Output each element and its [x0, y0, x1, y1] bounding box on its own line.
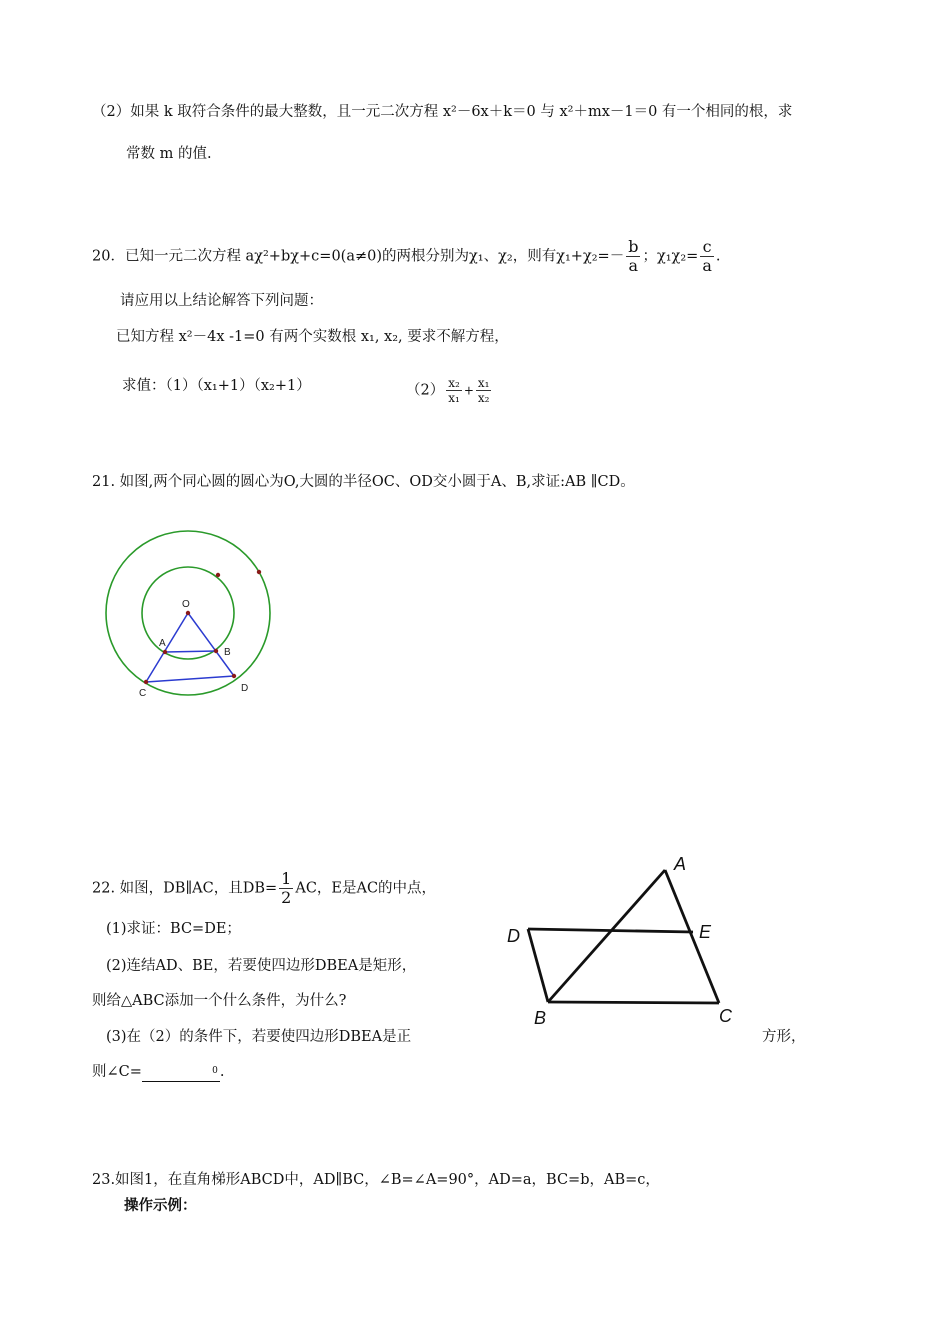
q22-figure	[500, 852, 750, 1027]
q22-line5: (3)在（2）的条件下，若要使四边形DBEA是正	[106, 1029, 412, 1045]
q22-segment-ab	[548, 870, 665, 1002]
q21-label-a: A	[159, 638, 166, 649]
q21-figure	[100, 525, 300, 705]
q21-segment-cd	[146, 676, 234, 682]
q22-line5-end: 方形，	[762, 1029, 806, 1045]
q22-segment-bc	[548, 1002, 719, 1003]
q20-frac2-num: c	[700, 238, 714, 257]
q22-label-d: D	[507, 926, 520, 946]
q23-line2: 操作示例：	[124, 1198, 197, 1214]
q21-point-b	[214, 649, 218, 653]
q21-point-o	[186, 611, 190, 615]
q20-f1-num: x₂	[448, 376, 460, 390]
q20-part2-frac1	[446, 376, 462, 405]
q19b-line2: 常数 m 的值.	[126, 146, 212, 162]
q22-line3: (2)连结AD、BE，若要使四边形DBEA是矩形，	[106, 958, 417, 974]
q21-text: 21. 如图,两个同心圆的圆心为O,大圆的半径OC、OD交小圆于A、B,求证:AB ∥CD。	[92, 474, 635, 490]
q21-segment-oc	[146, 613, 188, 682]
q22-line1	[92, 870, 436, 907]
q21-point-extra2	[257, 570, 261, 574]
q22-label-e: E	[699, 922, 712, 942]
q22-half-fraction	[279, 870, 293, 907]
q21-point-a	[163, 650, 167, 654]
q20-f2-den: x₂	[477, 391, 490, 405]
q20-mid: ；χ₁χ₂=	[642, 248, 699, 265]
q19b-line1: （2）如果 k 取符合条件的最大整数，且一元二次方程 x²－6x＋k＝0 与 x²＋mx－1＝0 有一个相同的根，求	[92, 104, 793, 120]
q22-line4: 则给△ABC添加一个什么条件，为什么?	[92, 993, 347, 1009]
q20-product-fraction	[700, 238, 714, 275]
q23-line1: 23.如图1，在直角梯形ABCD中，AD∥BC，∠B=∠A=90°，AD=a，BC=b，AB=c，	[92, 1172, 660, 1188]
q20-line3: 已知方程 x²－4x -1=0 有两个实数根 x₁, x₂, 要求不解方程，	[116, 329, 509, 345]
q22-segment-db	[528, 929, 548, 1002]
q20-intro-line	[92, 238, 720, 275]
q20-intro: 20．已知一元二次方程 aχ²+bχ+c=0(a≠0)的两根分别为χ₁、χ₂，则有χ₁+χ₂=－	[92, 248, 625, 265]
q22-label-a: A	[674, 854, 687, 874]
q22-line1a: 22. 如图，DB∥AC，且DB=	[92, 880, 278, 897]
q22-label-b: B	[534, 1008, 547, 1027]
q20-part1: 求值：（1）（x₁+1）（x₂+1）	[122, 378, 311, 394]
q21-segment-ab	[165, 651, 216, 652]
q21-point-d	[232, 674, 236, 678]
q21-point-c	[144, 680, 148, 684]
q21-label-c: C	[139, 688, 147, 699]
q21-label-o: O	[182, 599, 190, 610]
q20-frac1-num: b	[628, 237, 639, 256]
q22-label-c: C	[719, 1006, 732, 1026]
q20-f2-num: x₁	[477, 376, 490, 390]
q20-sum-fraction	[626, 238, 640, 275]
q21-label-d: D	[241, 683, 249, 694]
q22-line6	[92, 1062, 225, 1082]
q22-line2: (1)求证：BC=DE；	[106, 921, 241, 937]
q22-line6a: 则∠C=	[92, 1064, 142, 1080]
q22-frac-den: 2	[281, 888, 292, 907]
q20-line2: 请应用以上结论解答下列问题：	[120, 293, 323, 309]
q20-f1-den: x₁	[448, 391, 460, 405]
q20-line4	[122, 376, 311, 396]
q22-line1b: AC，E是AC的中点，	[295, 880, 437, 897]
q22-degree-mark: 0	[212, 1066, 218, 1076]
q22-line6b: .	[219, 1064, 225, 1080]
q20-part2	[406, 376, 493, 405]
q20-frac1-den: a	[628, 256, 639, 275]
q21-point-extra1	[216, 573, 220, 577]
q20-end: .	[715, 248, 721, 265]
q22-answer-blank[interactable]	[142, 1067, 220, 1082]
q20-frac2-den: a	[702, 256, 712, 275]
q21-segment-od	[188, 613, 234, 676]
q20-part2-frac2	[476, 376, 492, 405]
q20-part2-label: （2）	[406, 382, 445, 399]
q21-label-b: B	[224, 647, 231, 658]
q20-plus: +	[463, 383, 474, 398]
q22-frac-num: 1	[281, 869, 292, 888]
q22-segment-de	[528, 929, 693, 932]
